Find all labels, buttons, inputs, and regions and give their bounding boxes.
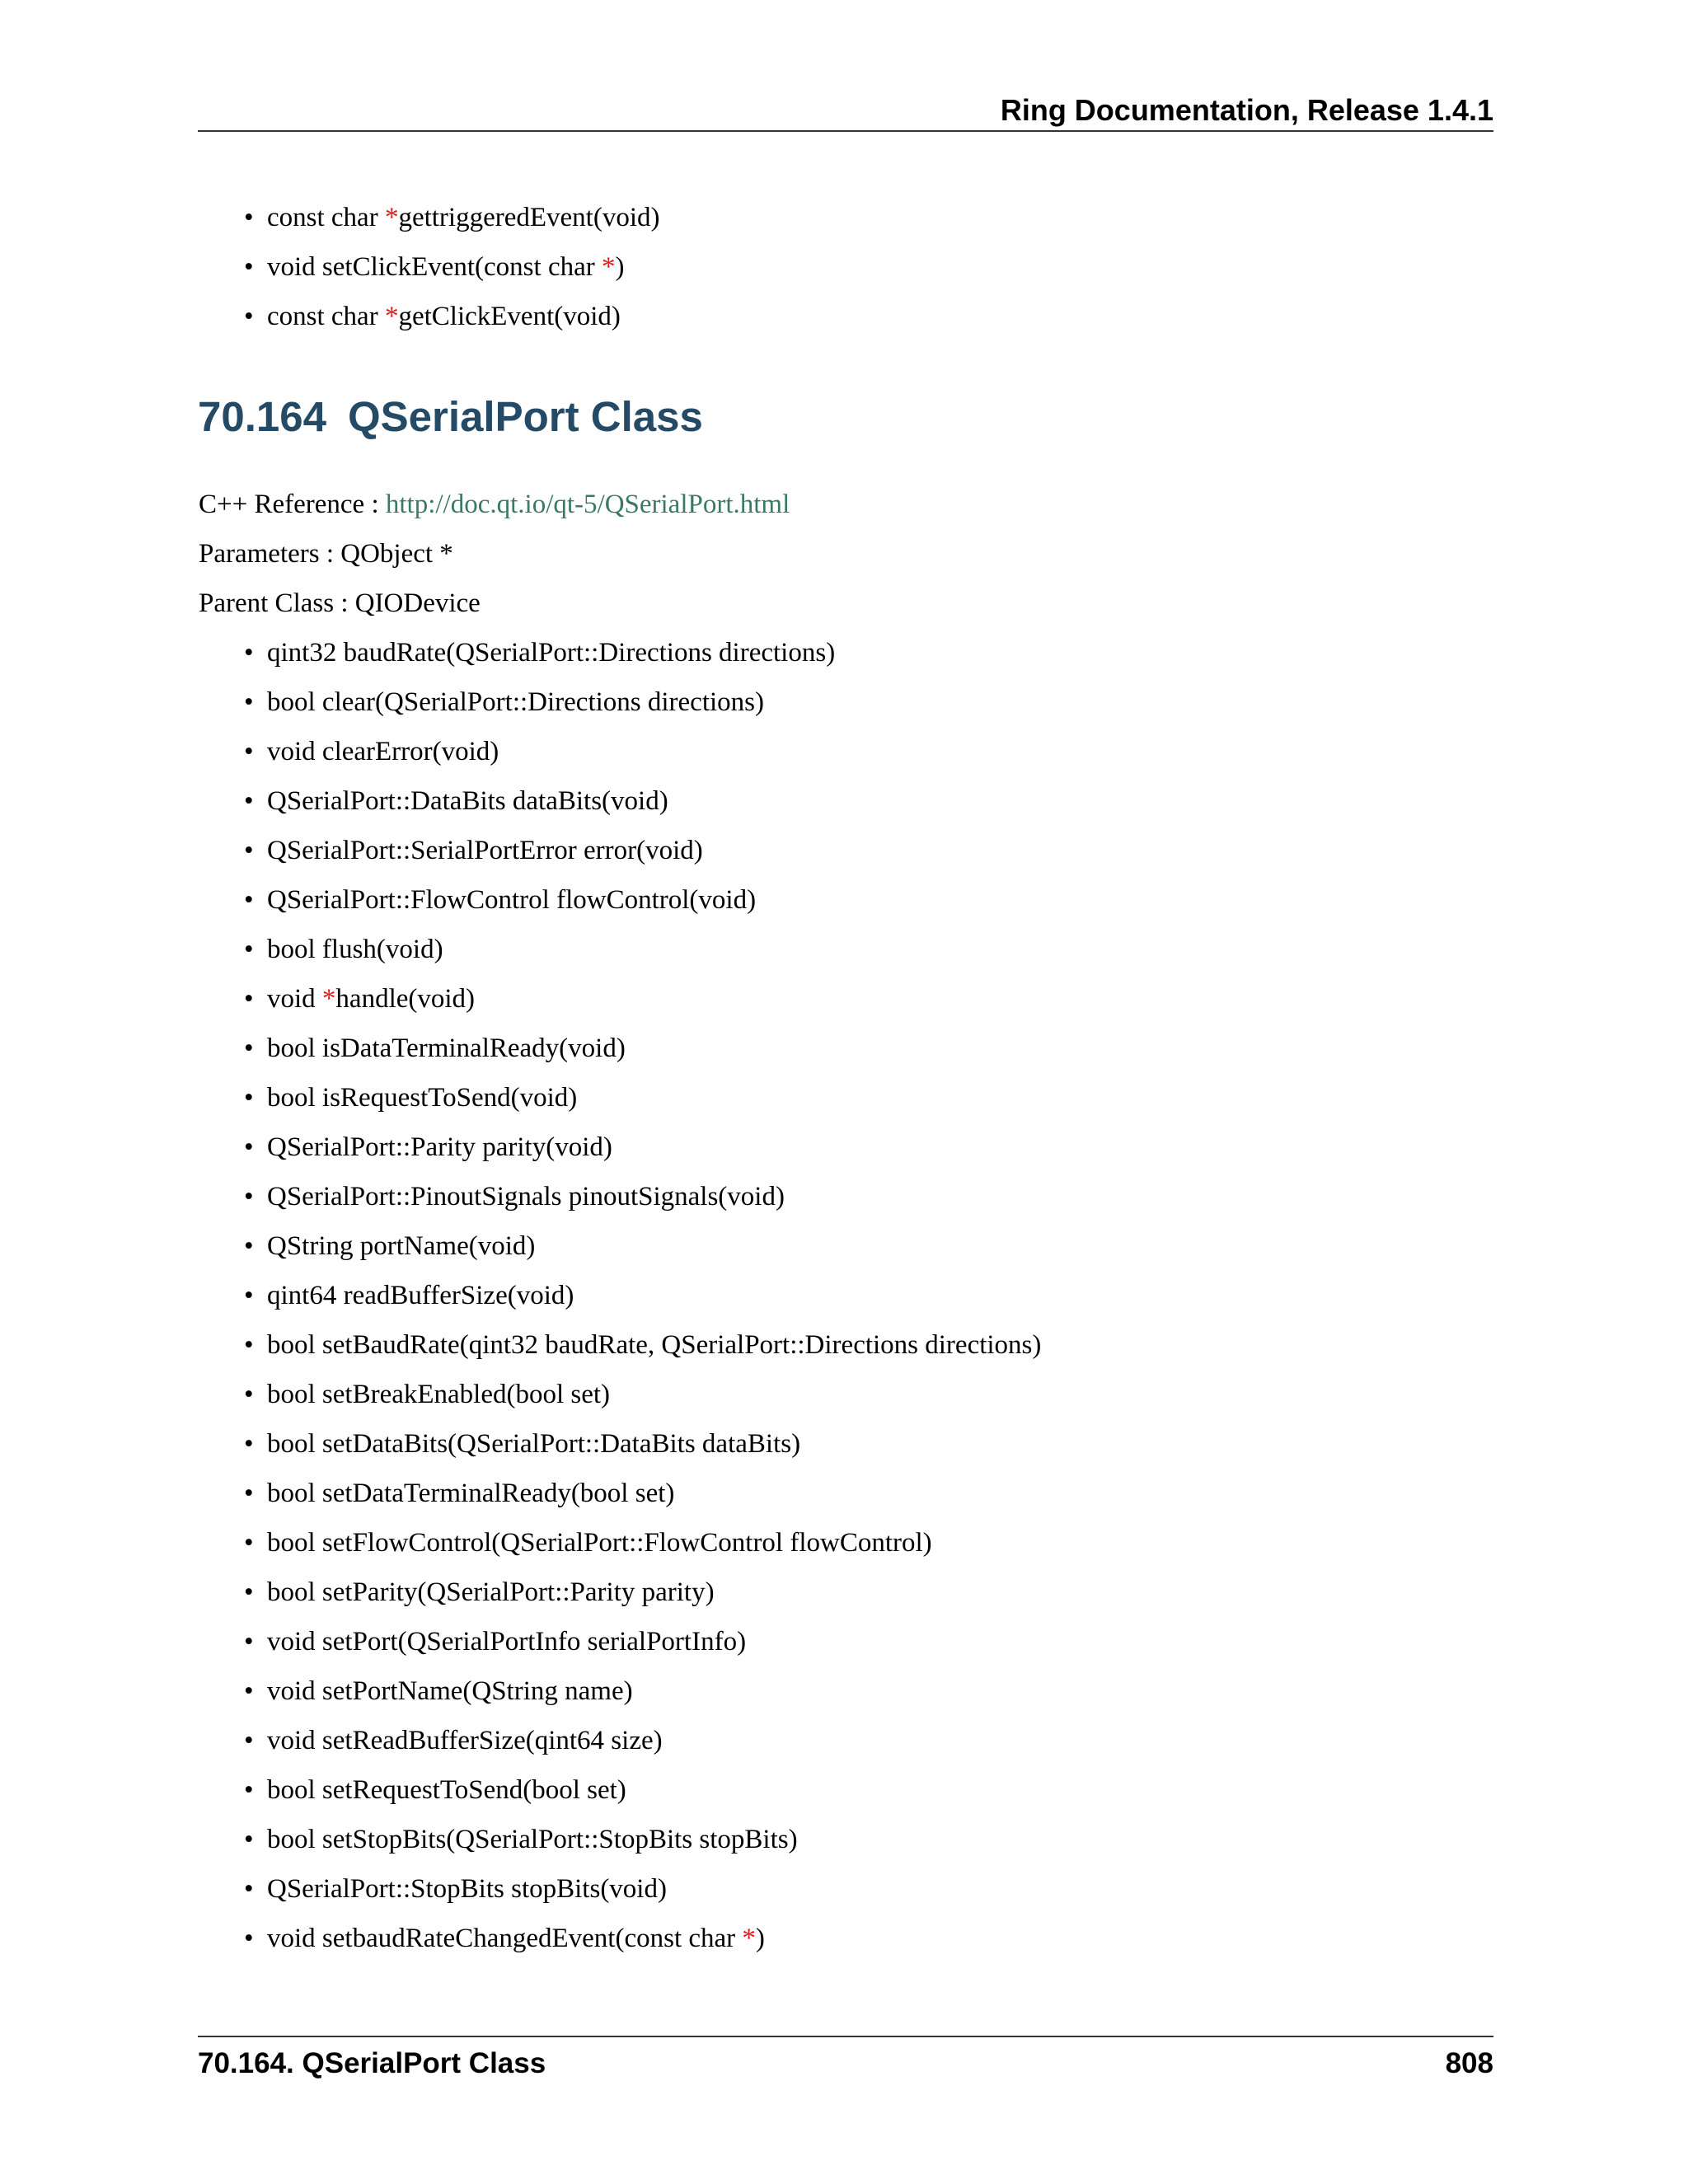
cpp-reference-line	[199, 480, 790, 529]
bullet-icon: •	[244, 203, 254, 232]
list-item	[244, 292, 660, 341]
bullet-icon: •	[244, 1132, 254, 1162]
method-signature-text: void setbaudRateChangedEvent(const char	[267, 1924, 743, 1953]
list-item	[244, 628, 1041, 677]
list-item	[244, 1073, 1041, 1122]
list-item	[244, 1419, 1041, 1469]
list-item	[244, 193, 660, 242]
bullet-icon: •	[244, 302, 254, 331]
section-number: 70.164	[198, 393, 326, 440]
bullet-icon: •	[244, 1231, 254, 1261]
bullet-icon: •	[244, 935, 254, 964]
method-signature-text: bool isRequestToSend(void)	[267, 1083, 578, 1113]
pointer-marker: *	[601, 252, 616, 282]
section-heading	[198, 392, 703, 441]
bullet-icon: •	[244, 1330, 254, 1360]
footer-section: 70.164. QSerialPort Class	[198, 2047, 546, 2079]
list-item	[244, 242, 660, 292]
list-item	[244, 1765, 1041, 1815]
bullet-icon: •	[244, 1281, 254, 1310]
method-signature-text: const char	[267, 203, 385, 232]
method-signature-text: getClickEvent(void)	[398, 302, 621, 331]
page-header	[198, 89, 1493, 132]
document-title: Ring Documentation, Release 1.4.1	[1000, 93, 1493, 127]
list-item	[244, 1320, 1041, 1370]
list-item	[244, 1666, 1041, 1716]
bullet-icon: •	[244, 836, 254, 865]
method-signature-text: void setPortName(QString name)	[267, 1676, 633, 1706]
bullet-icon: •	[244, 1182, 254, 1212]
page-footer	[198, 2036, 1493, 2087]
method-signature-text: const char	[267, 302, 385, 331]
bullet-icon: •	[244, 638, 254, 668]
list-item	[244, 1469, 1041, 1518]
list-item	[244, 1864, 1041, 1914]
list-item	[244, 1914, 1041, 1963]
list-item	[244, 1122, 1041, 1172]
list-item	[244, 1271, 1041, 1320]
list-item	[244, 826, 1041, 875]
method-signature-text: handle(void)	[335, 984, 476, 1014]
bullet-icon: •	[244, 1676, 254, 1706]
bullet-icon: •	[244, 1627, 254, 1657]
method-signature-text: bool setRequestToSend(bool set)	[267, 1775, 626, 1805]
parameters-line: Parameters : QObject *	[199, 539, 453, 569]
method-signature-text: void setPort(QSerialPortInfo serialPortInfo)	[267, 1627, 747, 1657]
method-list-continued	[244, 193, 660, 341]
method-signature-text: void setClickEvent(const char	[267, 252, 602, 282]
bullet-icon: •	[244, 984, 254, 1014]
method-signature-text: bool setDataTerminalReady(bool set)	[267, 1479, 675, 1508]
method-signature-text: QSerialPort::Parity parity(void)	[267, 1132, 612, 1162]
method-signature-text: bool clear(QSerialPort::Directions directions)	[267, 687, 764, 717]
list-item	[244, 1568, 1041, 1617]
list-item	[244, 1815, 1041, 1864]
bullet-icon: •	[244, 1825, 254, 1854]
method-signature-text: bool setDataBits(QSerialPort::DataBits dataBits)	[267, 1429, 801, 1459]
pointer-marker: *	[321, 984, 336, 1014]
list-item	[244, 925, 1041, 974]
bullet-icon: •	[244, 786, 254, 816]
method-signature-text: bool setBreakEnabled(bool set)	[267, 1380, 611, 1409]
list-item	[244, 1716, 1041, 1765]
method-signature-text: QSerialPort::PinoutSignals pinoutSignals(void)	[267, 1182, 785, 1212]
method-signature-text: bool setFlowControl(QSerialPort::FlowControl flowControl)	[267, 1528, 932, 1558]
bullet-icon: •	[244, 1577, 254, 1607]
method-signature-text: bool isDataTerminalReady(void)	[267, 1033, 626, 1063]
bullet-icon: •	[244, 1380, 254, 1409]
method-signature-text: bool flush(void)	[267, 935, 443, 964]
method-signature-text: QString portName(void)	[267, 1231, 536, 1261]
method-signature-text: qint64 readBufferSize(void)	[267, 1281, 574, 1310]
bullet-icon: •	[244, 1033, 254, 1063]
method-signature-text: bool setParity(QSerialPort::Parity parity)	[267, 1577, 715, 1607]
method-signature-text: QSerialPort::SerialPortError error(void)	[267, 836, 703, 865]
pointer-marker: *	[742, 1924, 756, 1953]
list-item	[244, 974, 1041, 1024]
list-item	[244, 727, 1041, 776]
section-title: QSerialPort Class	[348, 393, 703, 440]
list-item	[244, 776, 1041, 826]
list-item	[244, 1024, 1041, 1073]
bullet-icon: •	[244, 1874, 254, 1904]
list-item	[244, 1172, 1041, 1221]
method-signature-text: )	[615, 252, 625, 282]
method-signature-text: )	[755, 1924, 765, 1953]
bullet-icon: •	[244, 687, 254, 717]
list-item	[244, 1518, 1041, 1568]
method-signature-text: void setReadBufferSize(qint64 size)	[267, 1726, 663, 1755]
pointer-marker: *	[384, 203, 399, 232]
list-item	[244, 1221, 1041, 1271]
cpp-reference-label: C++ Reference :	[199, 490, 386, 519]
parent-class-line: Parent Class : QIODevice	[199, 588, 481, 618]
method-signature-text: void clearError(void)	[267, 737, 499, 766]
method-signature-text: QSerialPort::StopBits stopBits(void)	[267, 1874, 667, 1904]
cpp-reference-link[interactable]: http://doc.qt.io/qt-5/QSerialPort.html	[385, 490, 790, 519]
list-item	[244, 1370, 1041, 1419]
list-item	[244, 875, 1041, 925]
method-list	[244, 628, 1041, 1963]
method-signature-text: gettriggeredEvent(void)	[398, 203, 660, 232]
bullet-icon: •	[244, 252, 254, 282]
bullet-icon: •	[244, 1924, 254, 1953]
bullet-icon: •	[244, 737, 254, 766]
list-item	[244, 1617, 1041, 1666]
bullet-icon: •	[244, 1083, 254, 1113]
list-item	[244, 677, 1041, 727]
bullet-icon: •	[244, 1726, 254, 1755]
method-signature-text: bool setBaudRate(qint32 baudRate, QSerialPort::Directions directions)	[267, 1330, 1042, 1360]
bullet-icon: •	[244, 1775, 254, 1805]
method-signature-text: QSerialPort::DataBits dataBits(void)	[267, 786, 668, 816]
bullet-icon: •	[244, 1479, 254, 1508]
page-number: 808	[1445, 2047, 1493, 2079]
method-signature-text: void	[267, 984, 322, 1014]
method-signature-text: qint32 baudRate(QSerialPort::Directions directions)	[267, 638, 836, 668]
method-signature-text: bool setStopBits(QSerialPort::StopBits stopBits)	[267, 1825, 798, 1854]
bullet-icon: •	[244, 1429, 254, 1459]
bullet-icon: •	[244, 1528, 254, 1558]
method-signature-text: QSerialPort::FlowControl flowControl(void)	[267, 885, 757, 915]
bullet-icon: •	[244, 885, 254, 915]
pointer-marker: *	[384, 302, 399, 331]
